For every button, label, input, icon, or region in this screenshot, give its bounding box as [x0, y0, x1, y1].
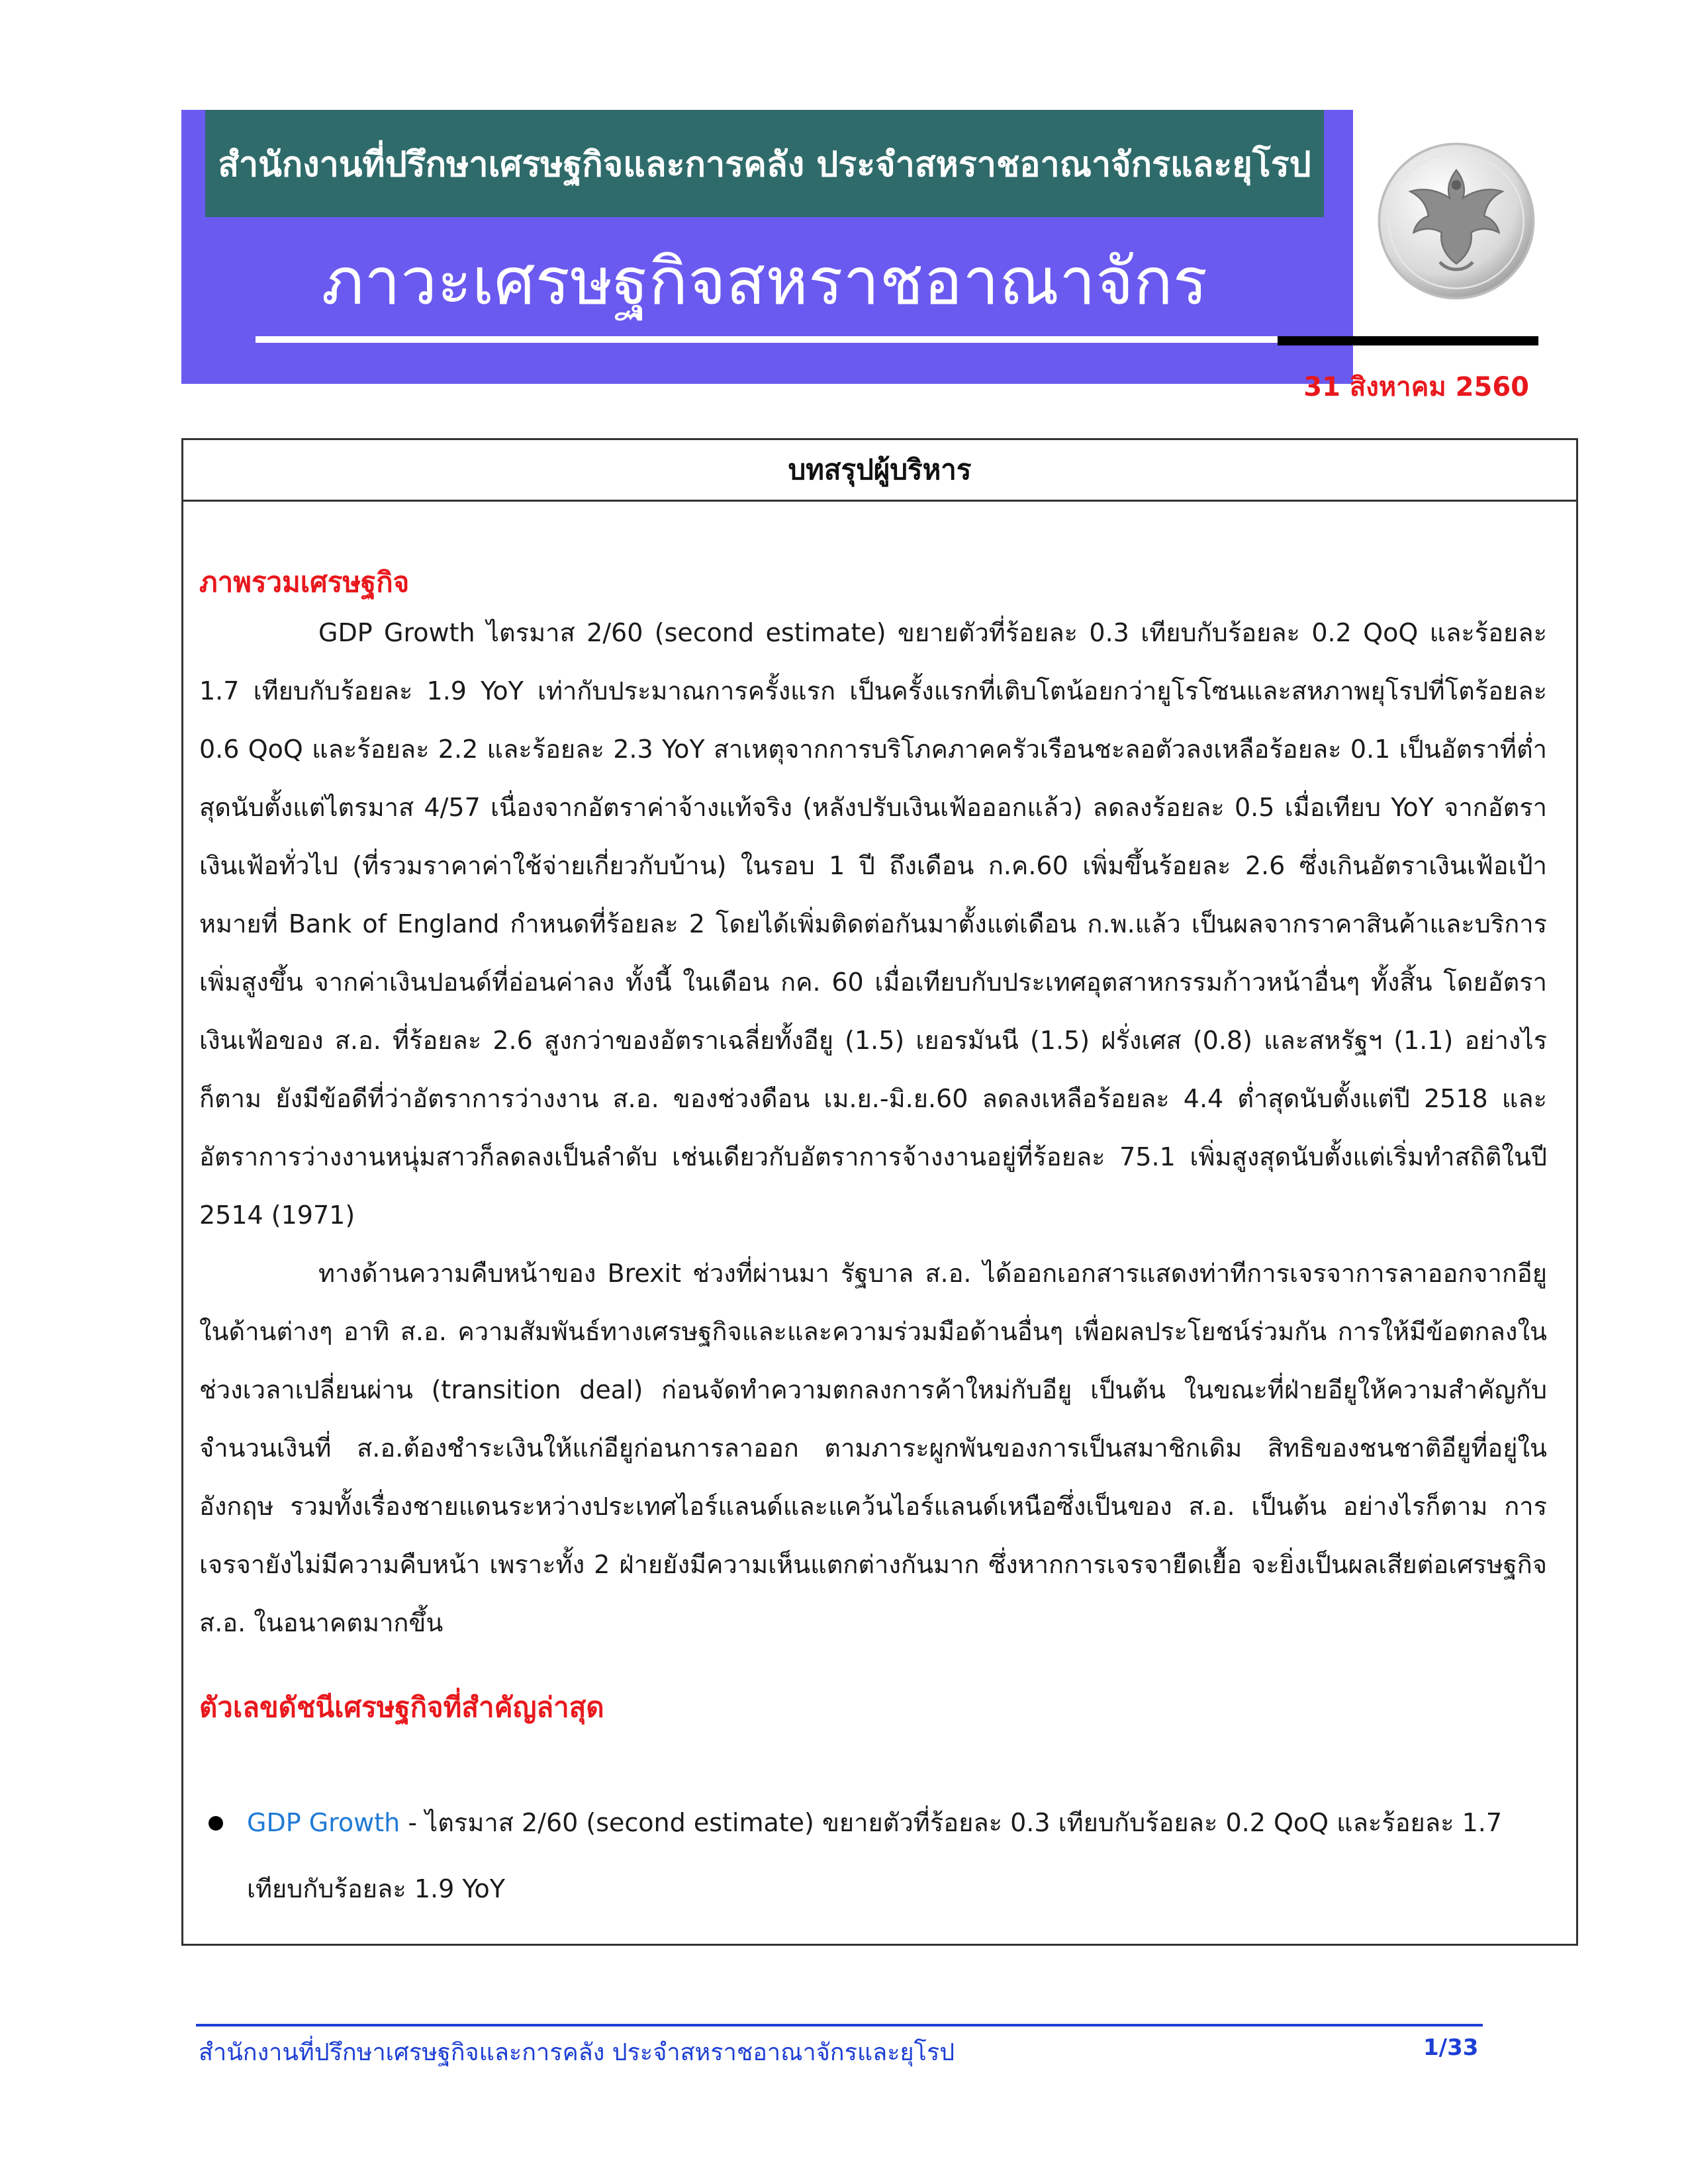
page-number: 1/33 [1423, 2034, 1479, 2061]
executive-summary-box [181, 438, 1578, 1946]
indicators-title: ตัวเลขดัชนีเศรษฐกิจที่สำคัญล่าสุด [199, 1691, 604, 1723]
office-name: สำนักงานที่ปรึกษาเศรษฐกิจและการคลัง ประจำสหราชอาณาจักรและยุโรป [218, 144, 1311, 185]
title-black-rule [1278, 336, 1538, 345]
bullet-icon [209, 1816, 223, 1831]
overview-paragraph-text: GDP Growth ไตรมาส 2/60 (second estimate) ขยายตัวที่ร้อยละ 0.3 เทียบกับร้อยละ 0.2 QoQ และร้อยละ 1.7 เทียบกับร้อยละ 1.9 YoY เท่ากับประมาณการครั้งแรก เป็นครั้งแรกที่เติบโตน้อยกว่ายูโรโซนและสหภาพยุโรปที่โตร้อยละ 0.6 QoQ และร้อยละ 2.2 และร้อยละ 2.3 YoY สาเหตุจากการบริโภคภาคครัวเรือนชะลอตัวลงเหลือร้อยละ 0.1 เป็นอัตราที่ต่ำสุดนับตั้งแต่ไตรมาส 4/57 เนื่องจากอัตราค่าจ้างแท้จริง (หลังปรับเงินเฟ้อออกแล้ว) ลดลงร้อยละ 0.5 เมื่อเทียบ YoY จากอัตราเงินเฟ้อทั่วไป (ที่รวมราคาค่าใช้จ่ายเกี่ยวกับบ้าน) ในรอบ 1 ปี ถึงเดือน ก.ค.60 เพิ่มขึ้นร้อยละ 2.6 ซึ่งเกินอัตราเงินเฟ้อเป้าหมายที่ Bank of England กำหนดที่ร้อยละ 2 โดยได้เพิ่มติดต่อกันมาตั้งแต่เดือน ก.พ.แล้ว เป็นผลจากราคาสินค้าและบริการเพิ่มสูงขึ้น จากค่าเงินปอนด์ที่อ่อนค่าลง ทั้งนี้ ในเดือน กค. 60 เมื่อเทียบกับประเทศอุตสาหกรรมก้าวหน้าอื่นๆ ทั้งสิ้น โดยอัตราเงินเฟ้อของ ส.อ. ที่ร้อยละ 2.6 สูงกว่าของอัตราเฉลี่ยทั้งอียู (1.5) เยอรมันนี (1.5) ฝรั่งเศส (0.8) และสหรัฐฯ (1.1) อย่างไรก็ตาม ยังมีข้อดีที่ว่าอัตราการว่างงาน ส.อ. ของช่วงดือน เม.ย.-มิ.ย.60 ลดลงเหลือร้อยละ 4.4 ต่ำสุดนับตั้งแต่ปี 2518 และอัตราการว่างงานหนุ่มสาวก็ลดลงเป็นลำดับ เช่นเดียวกับอัตราการจ้างงานอยู่ที่ร้อยละ 75.1 เพิ่มสูงสุดนับตั้งแต่เริ่มทำสถิติในปี 2514 (1971) [199, 618, 1547, 1230]
summary-body [183, 502, 1576, 1922]
page-title: ภาวะเศรษฐกิจสหราชอาณาจักร [321, 244, 1208, 320]
gdp-growth-label: GDP Growth [247, 1808, 400, 1837]
report-date: 31 สิงหาคม 2560 [1303, 372, 1529, 402]
garuda-emblem-icon [1374, 139, 1538, 303]
list-item [199, 1790, 1547, 1922]
overview-title: ภาพรวมเศรษฐกิจ [199, 566, 410, 598]
footer-rule [196, 2024, 1483, 2026]
brexit-paragraph-text: ทางด้านความคืบหน้าของ Brexit ช่วงที่ผ่านมา รัฐบาล ส.อ. ได้ออกเอกสารแสดงท่าทีการเจรจาการลาออกจากอียูในด้านต่างๆ อาทิ ส.อ. ความสัมพันธ์ทางเศรษฐกิจและและความร่วมมือด้านอื่นๆ เพื่อผลประโยชน์ร่วมกัน การให้มีข้อตกลงในช่วงเวลาเปลี่ยนผ่าน (transition deal) ก่อนจัดทำความตกลงการค้าใหม่กับอียู เป็นต้น ในขณะที่ฝ่ายอียูให้ความสำคัญกับ จำนวนเงินที่ ส.อ.ต้องชำระเงินให้แก่อียูก่อนการลาออก ตามภาระผูกพันของการเป็นสมาชิกเดิม สิทธิของชนชาติอียูที่อยู่ในอังกฤษ รวมทั้งเรื่องชายแดนระหว่างประเทศไอร์แลนด์และแคว้นไอร์แลนด์เหนือซึ่งเป็นของ ส.อ. เป็นต้น อย่างไรก็ตาม การเจรจายังไม่มีความคืบหน้า เพราะทั้ง 2 ฝ่ายยังมีความเห็นแตกต่างกันมาก ซึ่งหากการเจรจายืดเยื้อ จะยิ่งเป็นผลเสียต่อเศรษฐกิจ ส.อ. ในอนาคตมากขึ้น [199, 1259, 1547, 1637]
gdp-growth-text: - ไตรมาส 2/60 (second estimate) ขยายตัวที่ร้อยละ 0.3 เทียบกับร้อยละ 0.2 QoQ และร้อยละ 1.7 เทียบกับร้อยละ 1.9 YoY [247, 1808, 1503, 1903]
overview-paragraph [199, 604, 1547, 1244]
summary-heading: บทสรุปผู้บริหาร [183, 440, 1576, 502]
indicators-list [199, 1790, 1547, 1922]
brexit-paragraph [199, 1244, 1547, 1652]
title-underline [256, 336, 1283, 343]
footer-office-name: สำนักงานที่ปรึกษาเศรษฐกิจและการคลัง ประจำสหราชอาณาจักรและยุโรป [199, 2039, 955, 2066]
